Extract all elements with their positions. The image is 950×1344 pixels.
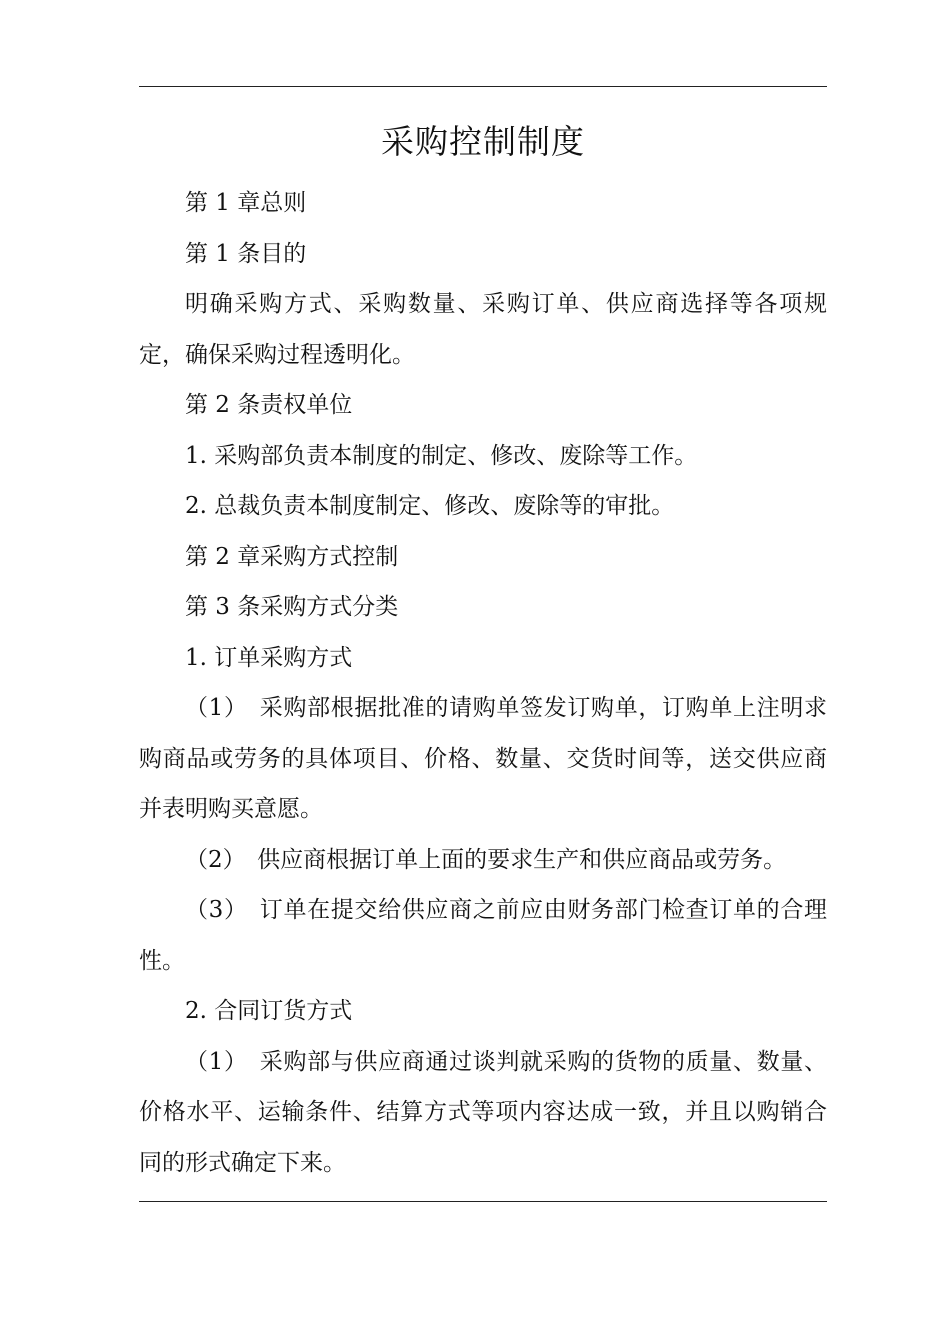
list-item: 2. 合同订货方式 bbox=[185, 998, 353, 1024]
body-paragraph: 明确采购方式、采购数量、采购订单、供应商选择等各项规定，确保采购过程透明化。 bbox=[139, 291, 827, 368]
footer-rule bbox=[139, 1201, 827, 1202]
list-item: 1. 订单采购方式 bbox=[185, 644, 353, 671]
document-body bbox=[139, 178, 827, 1188]
chapter-heading: 第 2 章采购方式控制 bbox=[185, 543, 399, 570]
article-heading: 第 1 条目的 bbox=[185, 240, 307, 267]
list-item: 2. 总裁负责本制度制定、修改、废除等的审批。 bbox=[185, 493, 675, 519]
document-title: 采购控制制度 bbox=[381, 122, 585, 161]
sub-item: （2） 供应商根据订单上面的要求生产和供应商品或劳务。 bbox=[185, 846, 787, 873]
header-rule bbox=[139, 86, 827, 87]
sub-item: （3） 订单在提交给供应商之前应由财务部门检查订单的合理性。 bbox=[139, 897, 827, 974]
sub-item: （1） 采购部与供应商通过谈判就采购的货物的质量、数量、价格水平、运输条件、结算方式等项内容达成一致，并且以购销合同的形式确定下来。 bbox=[139, 1048, 827, 1176]
article-heading: 第 3 条采购方式分类 bbox=[185, 594, 399, 620]
chapter-heading: 第 1 章总则 bbox=[185, 190, 307, 216]
article-heading: 第 2 条责权单位 bbox=[185, 392, 353, 418]
sub-item: （1） 采购部根据批准的请购单签发订购单，订购单上注明求购商品或劳务的具体项目、价格、数量、交货时间等，送交供应商并表明购买意愿。 bbox=[139, 695, 827, 822]
list-item: 1. 采购部负责本制度的制定、修改、废除等工作。 bbox=[185, 442, 698, 469]
